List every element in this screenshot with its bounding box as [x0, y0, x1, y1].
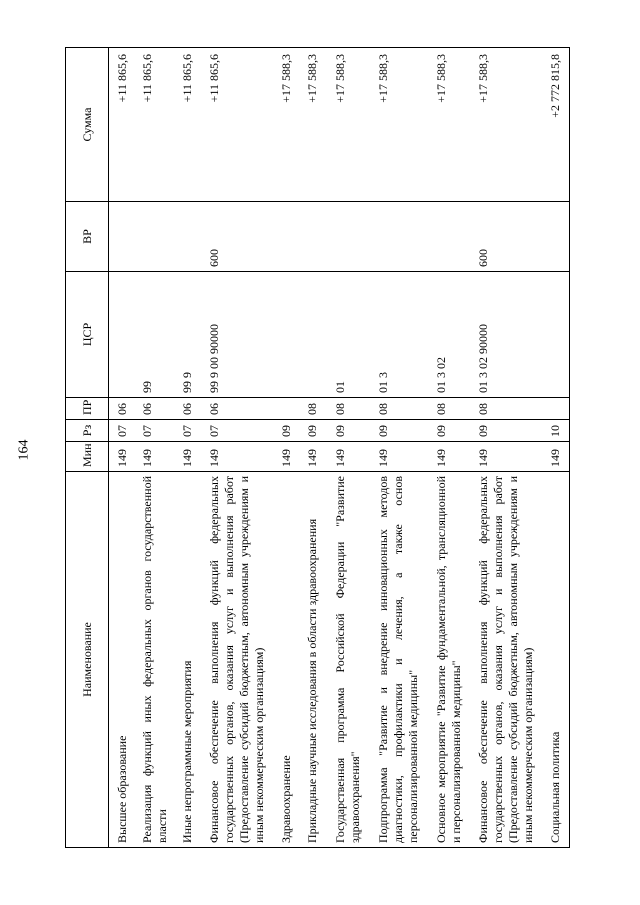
row-csr — [109, 272, 134, 398]
table-row — [174, 48, 201, 848]
row-min: 149 — [273, 442, 299, 472]
table-row — [327, 48, 370, 848]
row-name: Основное мероприятие "Развитие фундаментальной, трансляционной и персонализированной медицины" — [428, 472, 470, 848]
row-vr: 600 — [201, 202, 273, 272]
row-csr: 01 3 02 90000 — [470, 272, 542, 398]
row-vr — [327, 202, 370, 272]
row-name: Подпрограмма "Развитие и внедрение инновационных методов диагностики, профилактики и лечения, а также основ персонализированной медицины" — [370, 472, 428, 848]
row-sum: +11 865,6 — [201, 48, 273, 202]
row-vr — [542, 202, 570, 272]
row-rz: 09 — [299, 420, 327, 442]
row-pr: 06 — [174, 398, 201, 420]
row-pr: 06 — [109, 398, 134, 420]
table-row — [542, 48, 570, 848]
header-min: Мин — [66, 442, 109, 472]
row-csr — [273, 272, 299, 398]
row-vr — [273, 202, 299, 272]
row-pr: 08 — [327, 398, 370, 420]
row-vr — [174, 202, 201, 272]
row-pr: 08 — [470, 398, 542, 420]
row-pr — [542, 398, 570, 420]
row-pr: 08 — [428, 398, 470, 420]
row-csr: 99 9 00 90000 — [201, 272, 273, 398]
row-min: 149 — [428, 442, 470, 472]
row-rz: 09 — [370, 420, 428, 442]
row-rz: 07 — [201, 420, 273, 442]
row-sum: +11 865,6 — [134, 48, 174, 202]
row-name: Финансовое обеспечение выполнения функций федеральных государственных органов, оказания услуг и выполнения работ (Предоставление субсидий бюджетным, автономным учреждениям и иным некоммерческим организациям) — [201, 472, 273, 848]
row-csr: 01 — [327, 272, 370, 398]
row-min: 149 — [134, 442, 174, 472]
row-min: 149 — [201, 442, 273, 472]
row-rz: 09 — [428, 420, 470, 442]
row-rz: 07 — [134, 420, 174, 442]
row-min: 149 — [299, 442, 327, 472]
header-pr: ПР — [66, 398, 109, 420]
row-vr — [370, 202, 428, 272]
row-sum: +2 772 815,8 — [542, 48, 570, 202]
row-pr: 08 — [370, 398, 428, 420]
row-name: Государственная программа Российской Федерации "Развитие здравоохранения" — [327, 472, 370, 848]
table-row — [299, 48, 327, 848]
row-vr — [134, 202, 174, 272]
row-csr — [299, 272, 327, 398]
row-vr — [299, 202, 327, 272]
row-min: 149 — [542, 442, 570, 472]
row-sum: +17 588,3 — [299, 48, 327, 202]
row-rz: 09 — [470, 420, 542, 442]
row-pr — [273, 398, 299, 420]
row-min: 149 — [370, 442, 428, 472]
row-sum: +11 865,6 — [109, 48, 134, 202]
table-row — [273, 48, 299, 848]
row-csr: 99 9 — [174, 272, 201, 398]
row-sum: +17 588,3 — [327, 48, 370, 202]
page-number: 164 — [16, 439, 32, 461]
row-name: Высшее образование — [109, 472, 134, 848]
row-pr: 08 — [299, 398, 327, 420]
budget-table — [65, 47, 570, 848]
row-min: 149 — [327, 442, 370, 472]
row-min: 149 — [109, 442, 134, 472]
row-sum: +17 588,3 — [470, 48, 542, 202]
header-sum: Сумма — [66, 48, 109, 202]
table-row — [109, 48, 134, 848]
row-sum: +17 588,3 — [273, 48, 299, 202]
row-vr — [109, 202, 134, 272]
row-csr: 01 3 02 — [428, 272, 470, 398]
row-csr: 99 — [134, 272, 174, 398]
table-row — [470, 48, 542, 848]
header-csr: ЦСР — [66, 272, 109, 398]
row-min: 149 — [174, 442, 201, 472]
row-name: Социальная политика — [542, 472, 570, 848]
row-csr: 01 3 — [370, 272, 428, 398]
row-sum: +17 588,3 — [428, 48, 470, 202]
row-vr: 600 — [470, 202, 542, 272]
row-csr — [542, 272, 570, 398]
row-vr — [428, 202, 470, 272]
header-name: Наименование — [66, 472, 109, 848]
row-rz: 09 — [273, 420, 299, 442]
row-name: Прикладные научные исследования в области здравоохранения — [299, 472, 327, 848]
row-name: Финансовое обеспечение выполнения функций федеральных государственных органов, оказания услуг и выполнения работ (Предоставление субсидий бюджетным, автономным учреждениям и иным некоммерческим организациям) — [470, 472, 542, 848]
table-row — [428, 48, 470, 848]
row-min: 149 — [470, 442, 542, 472]
table-header-row — [66, 48, 109, 848]
row-rz: 07 — [174, 420, 201, 442]
row-rz: 09 — [327, 420, 370, 442]
table-row — [201, 48, 273, 848]
row-sum: +17 588,3 — [370, 48, 428, 202]
header-rz: Рз — [66, 420, 109, 442]
row-name: Здравоохранение — [273, 472, 299, 848]
row-name: Реализация функций иных федеральных органов государственной власти — [134, 472, 174, 848]
rotated-page — [65, 48, 565, 848]
row-rz: 07 — [109, 420, 134, 442]
row-pr: 06 — [201, 398, 273, 420]
row-name: Иные непрограммные мероприятия — [174, 472, 201, 848]
header-vr: ВР — [66, 202, 109, 272]
table-row — [370, 48, 428, 848]
row-pr: 06 — [134, 398, 174, 420]
table-row — [134, 48, 174, 848]
row-rz: 10 — [542, 420, 570, 442]
row-sum: +11 865,6 — [174, 48, 201, 202]
